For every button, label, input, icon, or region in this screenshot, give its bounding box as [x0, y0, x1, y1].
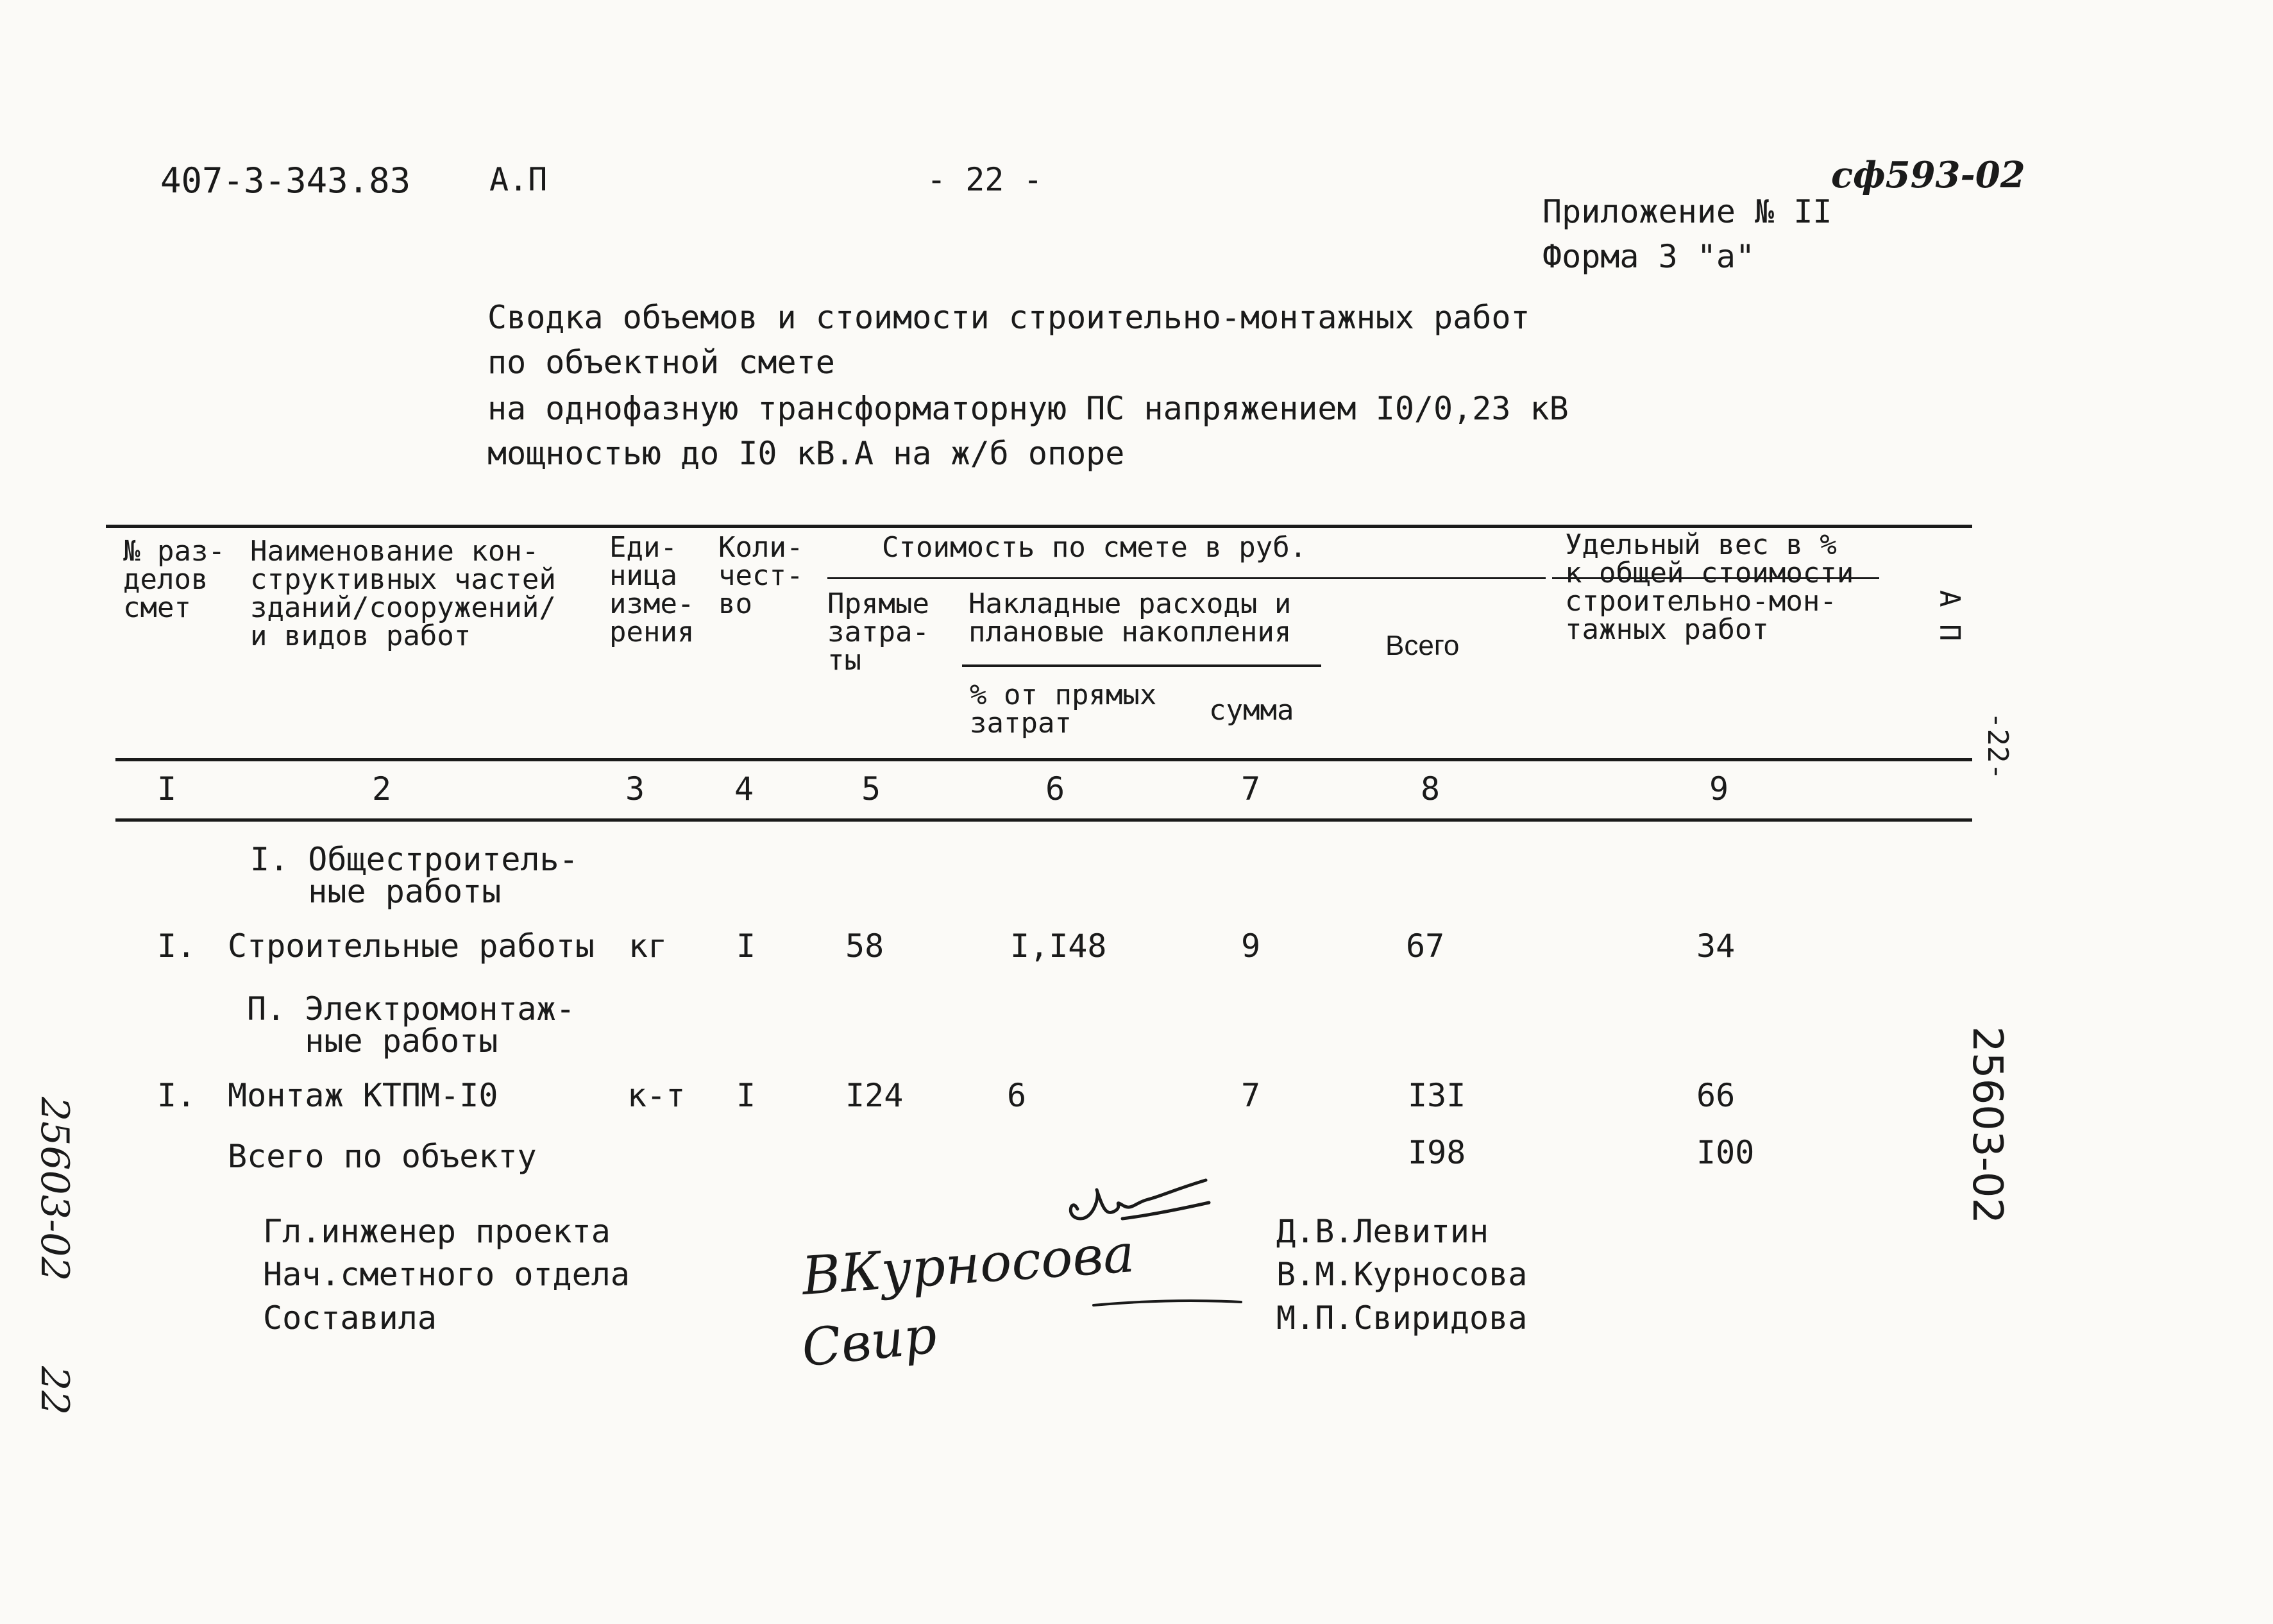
signature-kurnosova: ВКурносова — [800, 1223, 1136, 1307]
section-title: П. Электромонтаж- ные работы — [247, 990, 575, 1060]
grand-total-value: I98 — [1408, 1134, 1466, 1171]
row-percent: I,I48 — [1010, 927, 1107, 965]
row-quantity: I — [736, 1077, 756, 1114]
cost-group-rule — [827, 577, 1546, 579]
row-direct: 58 — [845, 927, 884, 965]
margin-page-left: 22 — [32, 1366, 77, 1416]
header-name: Наименование кон- структивных частей зданий/сооружений/ и видов работ — [250, 535, 556, 652]
title-line-1: Сводка объемов и стоимости строительно-монтажных работ — [487, 299, 1530, 336]
handwritten-code: сф593-02 — [1831, 154, 2025, 196]
row-number: I. — [157, 927, 196, 965]
row-unit: к-т — [627, 1077, 686, 1114]
header-bottom-rule — [115, 758, 1972, 761]
signature-role: Нач.сметного отдела — [263, 1256, 630, 1293]
row-sum: 9 — [1241, 927, 1261, 965]
header-section-number: № раз- делов смет — [123, 535, 225, 624]
row-quantity: I — [736, 927, 756, 965]
row-number: I. — [157, 1077, 196, 1114]
header-total: Всего — [1385, 630, 1460, 661]
document-code: 407-3-343.83 — [160, 160, 411, 201]
header-cost-group: Стоимость по смете в руб. — [882, 531, 1307, 564]
album-label: А.П — [489, 161, 548, 198]
margin-album-label: А П — [1933, 590, 1966, 641]
table-top-rule — [106, 525, 1972, 528]
row-name: Строительные работы — [228, 927, 595, 965]
row-direct: I24 — [845, 1077, 904, 1114]
section-title: I. Общестроитель- ные работы — [250, 841, 579, 910]
col-number: 4 — [734, 770, 754, 808]
signature-name: Д.В.Левитин — [1276, 1213, 1489, 1250]
col-numbers-bottom-rule — [115, 818, 1972, 822]
row-total: 67 — [1406, 927, 1445, 965]
header-quantity: Коли- чест- во — [718, 531, 804, 620]
row-percent: 6 — [1007, 1077, 1027, 1114]
form-label: Форма 3 "а" — [1542, 238, 1755, 275]
col-number: 7 — [1240, 770, 1261, 808]
signature-role: Составила — [263, 1299, 437, 1337]
grand-total-weight: I00 — [1696, 1134, 1755, 1171]
header-weight: Удельный вес в % к общей стоимости строительно-мон- тажных работ — [1565, 529, 1854, 646]
margin-document-number-right: 25603-02 — [1963, 1026, 2011, 1224]
signature-name: В.М.Курносова — [1276, 1256, 1528, 1293]
signature-underline-icon — [1090, 1289, 1244, 1315]
page-number: - 22 - — [927, 161, 1043, 198]
row-unit: кг — [629, 927, 668, 965]
col-number: 8 — [1420, 770, 1441, 808]
grand-total-label: Всего по объекту — [228, 1138, 537, 1175]
margin-page-number: -22- — [1981, 712, 2014, 780]
row-name: Монтаж КТПМ-I0 — [228, 1077, 498, 1114]
col-number: 9 — [1709, 770, 1729, 808]
signature-role: Гл.инженер проекта — [263, 1213, 611, 1250]
signature-name: М.П.Свиридова — [1276, 1299, 1528, 1337]
header-sum: сумма — [1209, 694, 1294, 727]
header-direct-costs: Прямые затра- ты — [827, 588, 929, 677]
header-unit: Еди- ница изме- рения — [609, 531, 695, 648]
col-number: 3 — [625, 770, 645, 808]
col-number: 5 — [861, 770, 881, 808]
col-number: 2 — [371, 770, 392, 808]
col-number: 6 — [1045, 770, 1065, 808]
title-line-2: по объектной смете — [487, 344, 835, 381]
appendix-label: Приложение № II — [1542, 193, 1832, 230]
row-total: I3I — [1408, 1077, 1466, 1114]
signature-sviridova: Свир — [799, 1305, 940, 1378]
margin-document-number-left: 25603-02 — [32, 1097, 77, 1281]
row-sum: 7 — [1241, 1077, 1261, 1114]
title-line-4: мощностью до I0 кВ.А на ж/б опоре — [487, 435, 1125, 472]
row-weight: 34 — [1696, 927, 1736, 965]
overhead-group-rule — [962, 664, 1321, 667]
row-weight: 66 — [1696, 1077, 1736, 1114]
header-overhead-group: Накладные расходы и плановые накопления — [968, 588, 1292, 648]
header-percent: % от прямых затрат — [970, 679, 1157, 740]
col-number: I — [156, 770, 177, 808]
title-line-3: на однофазную трансформаторную ПС напряжением I0/0,23 кВ — [487, 390, 1569, 427]
